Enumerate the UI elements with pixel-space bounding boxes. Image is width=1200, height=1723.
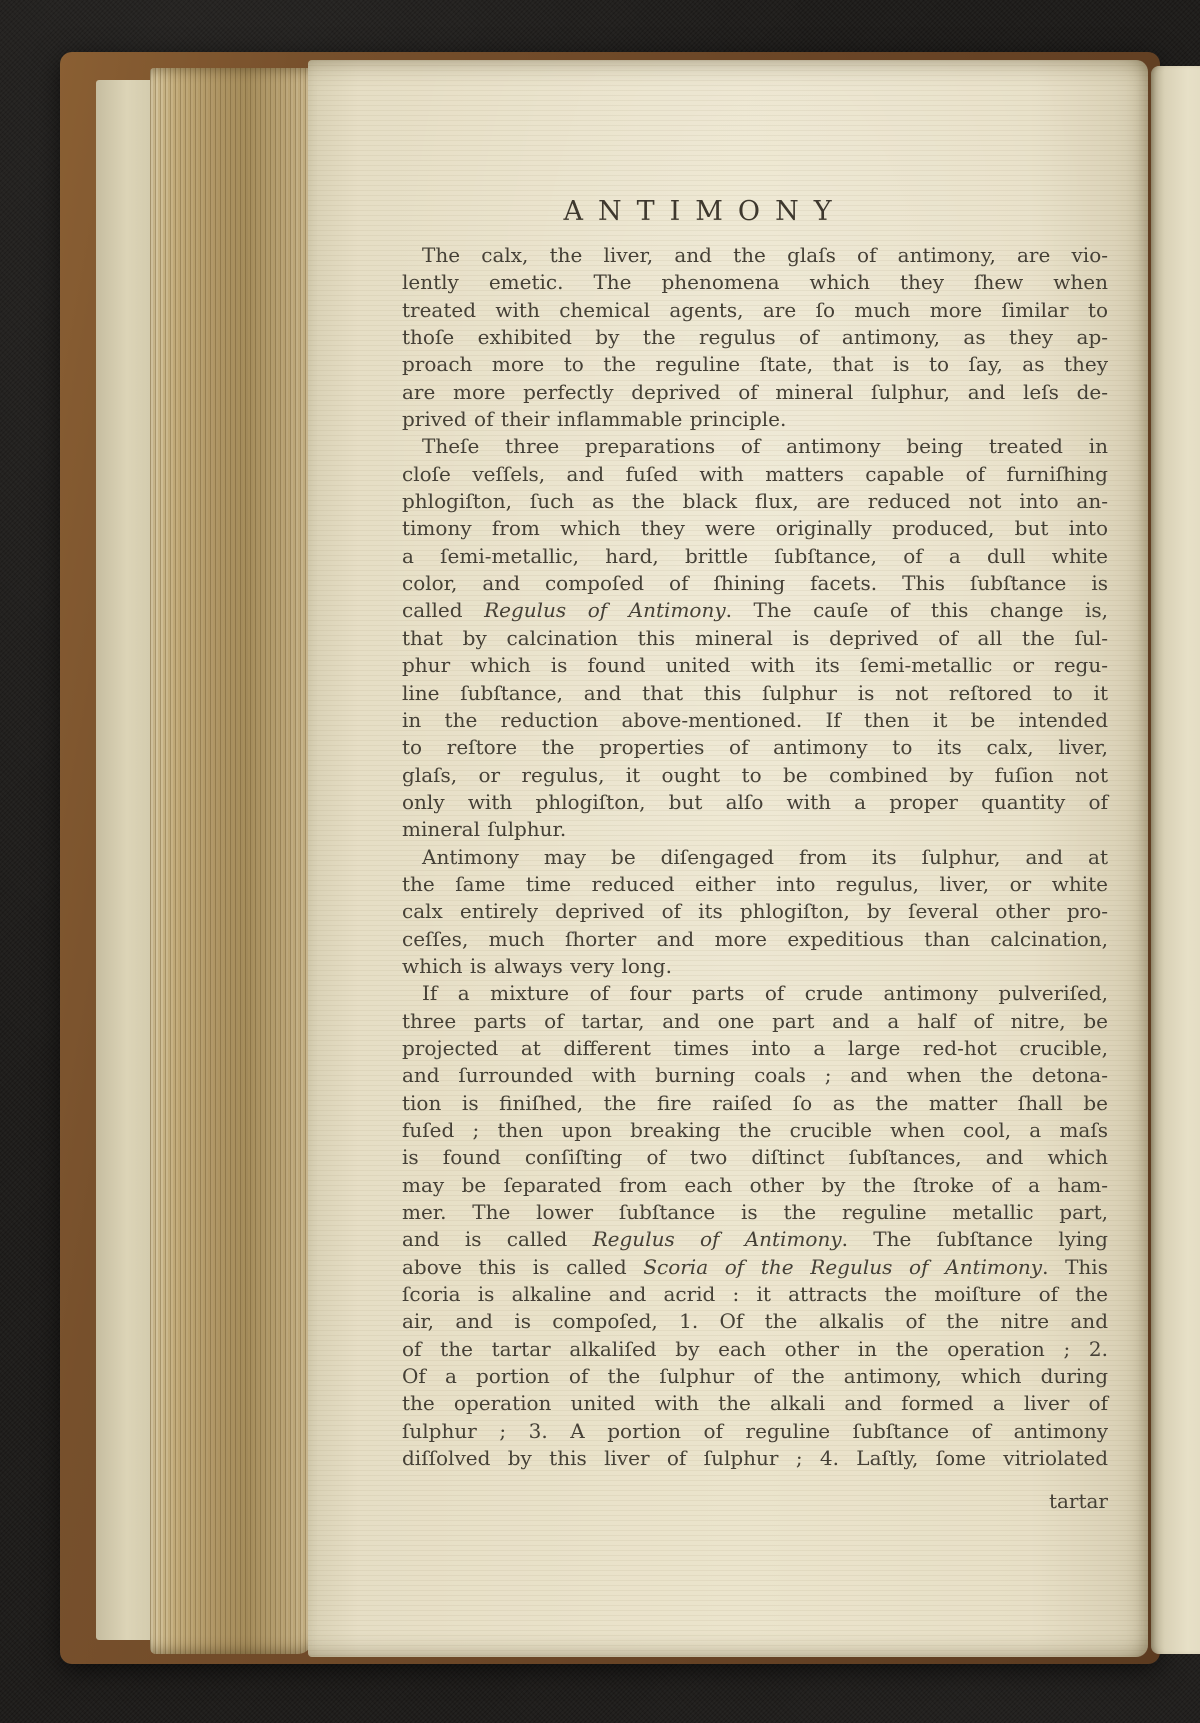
text-line: ceſſes, much ſhorter and more expeditious than calcination, [402, 926, 1108, 951]
text-line: three parts of tartar, and one part and a half of nitre, be [402, 1008, 1108, 1033]
text-line: and ſurrounded with burning coals ; and when the detona- [402, 1063, 1108, 1088]
text-line: lently emetic. The phenomena which they ſhew when [402, 270, 1108, 295]
paragraph [402, 844, 1108, 981]
text-line: of the tartar alkaliſed by each other in the operation ; 2. [402, 1336, 1108, 1361]
text-column [402, 196, 1108, 1516]
text-line: prived of their inflammable principle. [402, 407, 787, 432]
text-line: phlogiſton, ſuch as the black flux, are reduced not into an- [402, 489, 1108, 514]
text-line: above this is called Scoria of the Regulus of Antimony. This [402, 1254, 1108, 1279]
text-line: projected at different times into a large red-hot crucible, [402, 1035, 1108, 1060]
text-line: diſſolved by this liver of ſulphur ; 4. Laſtly, ſome vitriolated [402, 1446, 1108, 1471]
text-line: the ſame time reduced either into regulus, liver, or white [402, 871, 1108, 896]
text-line: fuſed ; then upon breaking the crucible when cool, a maſs [402, 1118, 1108, 1142]
text-line: treated with chemical agents, are ſo much more ſimilar to [402, 297, 1108, 322]
text-line: may be ſeparated from each other by the ſtroke of a ham- [402, 1172, 1108, 1197]
text-line: phur which is found united with its ſemi-metallic or regu- [402, 653, 1108, 678]
facing-page-edge [1151, 66, 1200, 1654]
text-line: calx entirely deprived of its phlogiſton, by ſeveral other pro- [402, 899, 1108, 924]
text-block [402, 242, 1108, 1472]
page-heading: ANTIMONY [563, 196, 847, 227]
paragraph [402, 980, 1108, 1472]
text-line: called Regulus of Antimony. The cauſe of this change is, [402, 598, 1108, 623]
text-line: tion is finiſhed, the fire raiſed ſo as the matter ſhall be [402, 1090, 1108, 1115]
text-line: which is always very long. [402, 953, 672, 978]
page-stack-fore-edge [150, 68, 312, 1654]
text-line: color, and compoſed of ſhining facets. This ſubſtance is [402, 571, 1108, 596]
text-line: is found conſiſting of two diſtinct ſubſtances, and which [402, 1145, 1108, 1170]
text-line: mineral ſulphur. [402, 817, 567, 842]
catchword: tartar [1048, 1489, 1108, 1514]
text-line: air, and is compoſed, 1. Of the alkalis of the nitre and [402, 1309, 1108, 1334]
text-line: Antimony may be diſengaged from its ſulphur, and at [422, 844, 1108, 869]
text-line: line ſubſtance, and that this ſulphur is not reſtored to it [402, 680, 1108, 705]
text-line: cloſe veſſels, and fuſed with matters capable of furniſhing [402, 461, 1108, 486]
text-line: the operation united with the alkali and formed a liver of [402, 1391, 1108, 1416]
text-line: mer. The lower ſubſtance is the reguline metallic part, [402, 1200, 1108, 1225]
text-line: Theſe three preparations of antimony being treated in [422, 434, 1108, 459]
text-line: The calx, the liver, and the glaſs of antimony, are vio- [422, 243, 1108, 267]
paragraph [402, 433, 1108, 843]
text-line: a ſemi-metallic, hard, brittle ſubſtance, of a dull white [402, 543, 1108, 568]
text-line: glaſs, or regulus, it ought to be combined by fuſion not [402, 762, 1108, 787]
text-line: and is called Regulus of Antimony. The ſubſtance lying [402, 1227, 1108, 1252]
text-line: only with phlogiſton, but alſo with a proper quantity of [402, 789, 1108, 814]
text-line: proach more to the reguline ſtate, that is to ſay, as they [402, 352, 1108, 377]
text-line: thoſe exhibited by the regulus of antimony, as they ap- [402, 325, 1108, 350]
text-line: ſulphur ; 3. A portion of reguline ſubſtance of antimony [402, 1418, 1108, 1443]
text-line: ſcoria is alkaline and acrid : it attracts the moiſture of the [402, 1282, 1108, 1307]
open-page [308, 60, 1148, 1657]
text-line: Of a portion of the ſulphur of the antimony, which during [402, 1364, 1108, 1389]
book-endpaper-edge [96, 80, 158, 1640]
text-line: in the reduction above-mentioned. If then it be intended [402, 707, 1108, 732]
text-line: that by calcination this mineral is deprived of all the ſul- [402, 625, 1108, 650]
text-line: timony from which they were originally produced, but into [402, 516, 1108, 541]
text-line: to reſtore the properties of antimony to its calx, liver, [402, 735, 1108, 760]
text-line: are more perfectly deprived of mineral ſulphur, and leſs de- [402, 379, 1108, 404]
text-line: If a mixture of four parts of crude antimony pulveriſed, [422, 981, 1108, 1006]
paragraph [402, 242, 1108, 433]
